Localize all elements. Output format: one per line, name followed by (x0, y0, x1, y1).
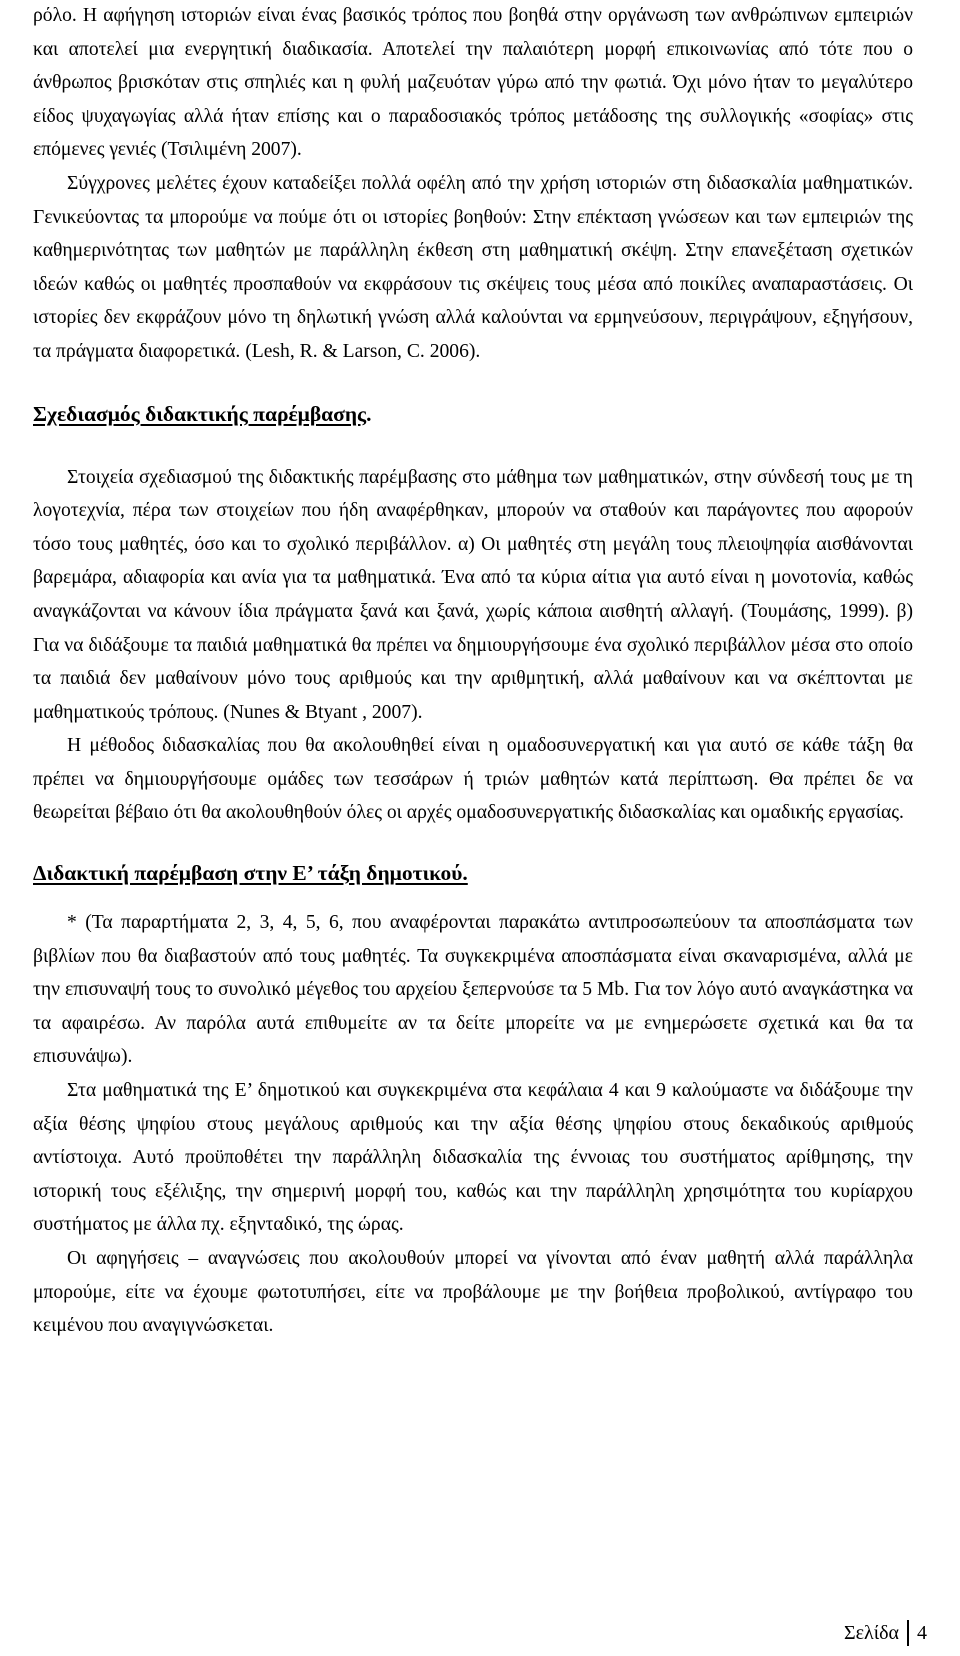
footer-separator (907, 1620, 909, 1646)
paragraph-curriculum-chapters: Στα μαθηματικά της Ε’ δημοτικού και συγκεκριμένα στα κεφάλαια 4 και 9 καλούμαστε να διδάξουμε την αξία θέσης ψηφίου στους μεγάλους αριθμούς και την αξία θέσης ψηφίου στους δεκαδικούς αριθμούς αντίστοιχα. Αυτό προϋποθέτει την παράλληλη διδασκαλία της έννοιας του συστήματος αρίθμησης, την ιστορική τους εξέλιξης, την σημερινή μορφή του, καθώς και την παράλληλη χρησιμότητα του κυρίαρχου συστήματος με άλλα πχ. εξηνταδικό, της ώρας. (33, 1080, 913, 1236)
paragraph-storytelling-role: ρόλο. Η αφήγηση ιστοριών είναι ένας βασικός τρόπος που βοηθά στην οργάνωση των ανθρώπινων εμπειριών και αποτελεί μια ενεργητική διαδικασία. Αποτελεί την παλαιότερη μορφή επικοινωνίας από τότε που ο άνθρωπος βρισκόταν στις σπηλιές και η φυλή μαζευόταν γύρω από την φωτιά. Όχι μόνο ήταν το μεγαλύτερο είδος ψυχαγωγίας αλλά ήταν επίσης και ο παραδοσιακός τρόπος μετάδοσης της συλλογικής «σοφίας» στις επόμενες γενιές (Τσιλιμένη 2007). (33, 5, 913, 161)
paragraph-design-elements: Στοιχεία σχεδιασμού της διδακτικής παρέμβασης στο μάθημα των μαθηματικών, στην σύνδεσή τους με τη λογοτεχνία, πέρα των στοιχείων που ήδη αναφέρθηκαν, μπορούν να σταθούν και παράγοντες που αφορούν τόσο τους μαθητές, όσο και το σχολικό περιβάλλον. α) Οι μαθητές στη μεγάλη τους πλειοψηφία αισθάνονται βαρεμάρα, αδιαφορία και ανία για τα μαθηματικά. Ένα από τα κύρια αίτια για αυτό είναι η μονοτονία, καθώς αναγκάζονται να κάνουν ίδια πράγματα ξανά και ξανά, χωρίς κάποια αισθητή αλλαγή. (Τουμάσης, 1999). β) Για να διδάξουμε τα παιδιά μαθηματικά θα πρέπει να δημιουργήσουμε ένα σχολικό περιβάλλον μέσα στο οποίο τα παιδιά δεν μαθαίνουν μόνο τους αριθμούς και την αριθμητική, αλλά μαθαίνουν και να σκέπτονται με μαθηματικούς τρόπους. (Nunes & Btyant , 2007). (33, 466, 913, 723)
paragraph-appendices-note: * (Τα παραρτήματα 2, 3, 4, 5, 6, που αναφέρονται παρακάτω αντιπροσωπεύουν τα αποσπάσματα των βιβλίων που θα διαβαστούν από τους μαθητές. Τα συγκεκριμένα αποσπάσματα είναι σκαναρισμένα, αλλά με την επισυναψή τους το συνολικό μέγεθος του αρχείου ξεπερνούσε τα 5 Mb. Για τον λόγο αυτό αναγκάστηκα να τα αφαιρέσω. Αν παρόλα αυτά επιθυμείτε αν τα δείτε μπορείτε να με ενημερώσετε σχετικά και θα τα επισυνάψω). (33, 912, 913, 1068)
heading-grade-e-intervention-title: Διδακτική παρέμβαση στην Ε’ τάξη δημοτικού. (33, 861, 468, 886)
heading-grade-e-intervention (33, 856, 913, 890)
document-page (33, 0, 913, 1343)
paragraph-modern-studies: Σύγχρονες μελέτες έχουν καταδείξει πολλά οφέλη από την χρήση ιστοριών στη διδασκαλία μαθηματικών. Γενικεύοντας τα μπορούμε να πούμε ότι οι ιστορίες βοηθούν: Στην επέκταση γνώσεων και των εμπειριών της καθημερινότητας των μαθητών με παράλληλη έκθεση στη μαθηματική σκέψη. Στην επανεξέταση σχετικών ιδεών καθώς οι μαθητές προσπαθούν να εκφράσουν τις σκέψεις τους μέσα από ποικίλες αναπαραστάσεις. Οι ιστορίες δεν εκφράζουν μόνο τη δηλωτική γνώση αλλά καλούνται να ερμηνεύσουν, περιγράψουν, εξηγήσουν, τα πράγματα διαφορετικά. (Lesh, R. & Larson, C. 2006). (33, 172, 913, 362)
footer-page-number: 4 (917, 1621, 927, 1644)
heading-intervention-design-trail: . (366, 401, 372, 426)
page-footer (844, 1618, 927, 1648)
paragraph-readings: Οι αφηγήσεις – αναγνώσεις που ακολουθούν μπορεί να γίνονται από έναν μαθητή αλλά παράλληλα μπορούμε, είτε να έχουμε φωτοτυπήσει, είτε να προβάλουμε με την βοήθεια προβολικού, αντίγραφο του κειμένου που αναγιγνώσκεται. (33, 1248, 913, 1337)
footer-page-label: Σελίδα (843, 1621, 899, 1644)
heading-intervention-design-title: Σχεδιασμός διδακτικής παρέμβασης (33, 401, 367, 426)
heading-intervention-design (33, 397, 913, 431)
paragraph-teaching-method: Η μέθοδος διδασκαλίας που θα ακολουθηθεί είναι η ομαδοσυνεργατική και για αυτό σε κάθε τάξη θα πρέπει να δημιουργήσουμε ομάδες των τεσσάρων ή τριών μαθητών κατά περίπτωση. Θα πρέπει δε να θεωρείται βέβαιο ότι θα ακολουθηθούν όλες οι αρχές ομαδοσυνεργατικής διδασκαλίας και ομαδικής εργασίας. (33, 735, 913, 824)
